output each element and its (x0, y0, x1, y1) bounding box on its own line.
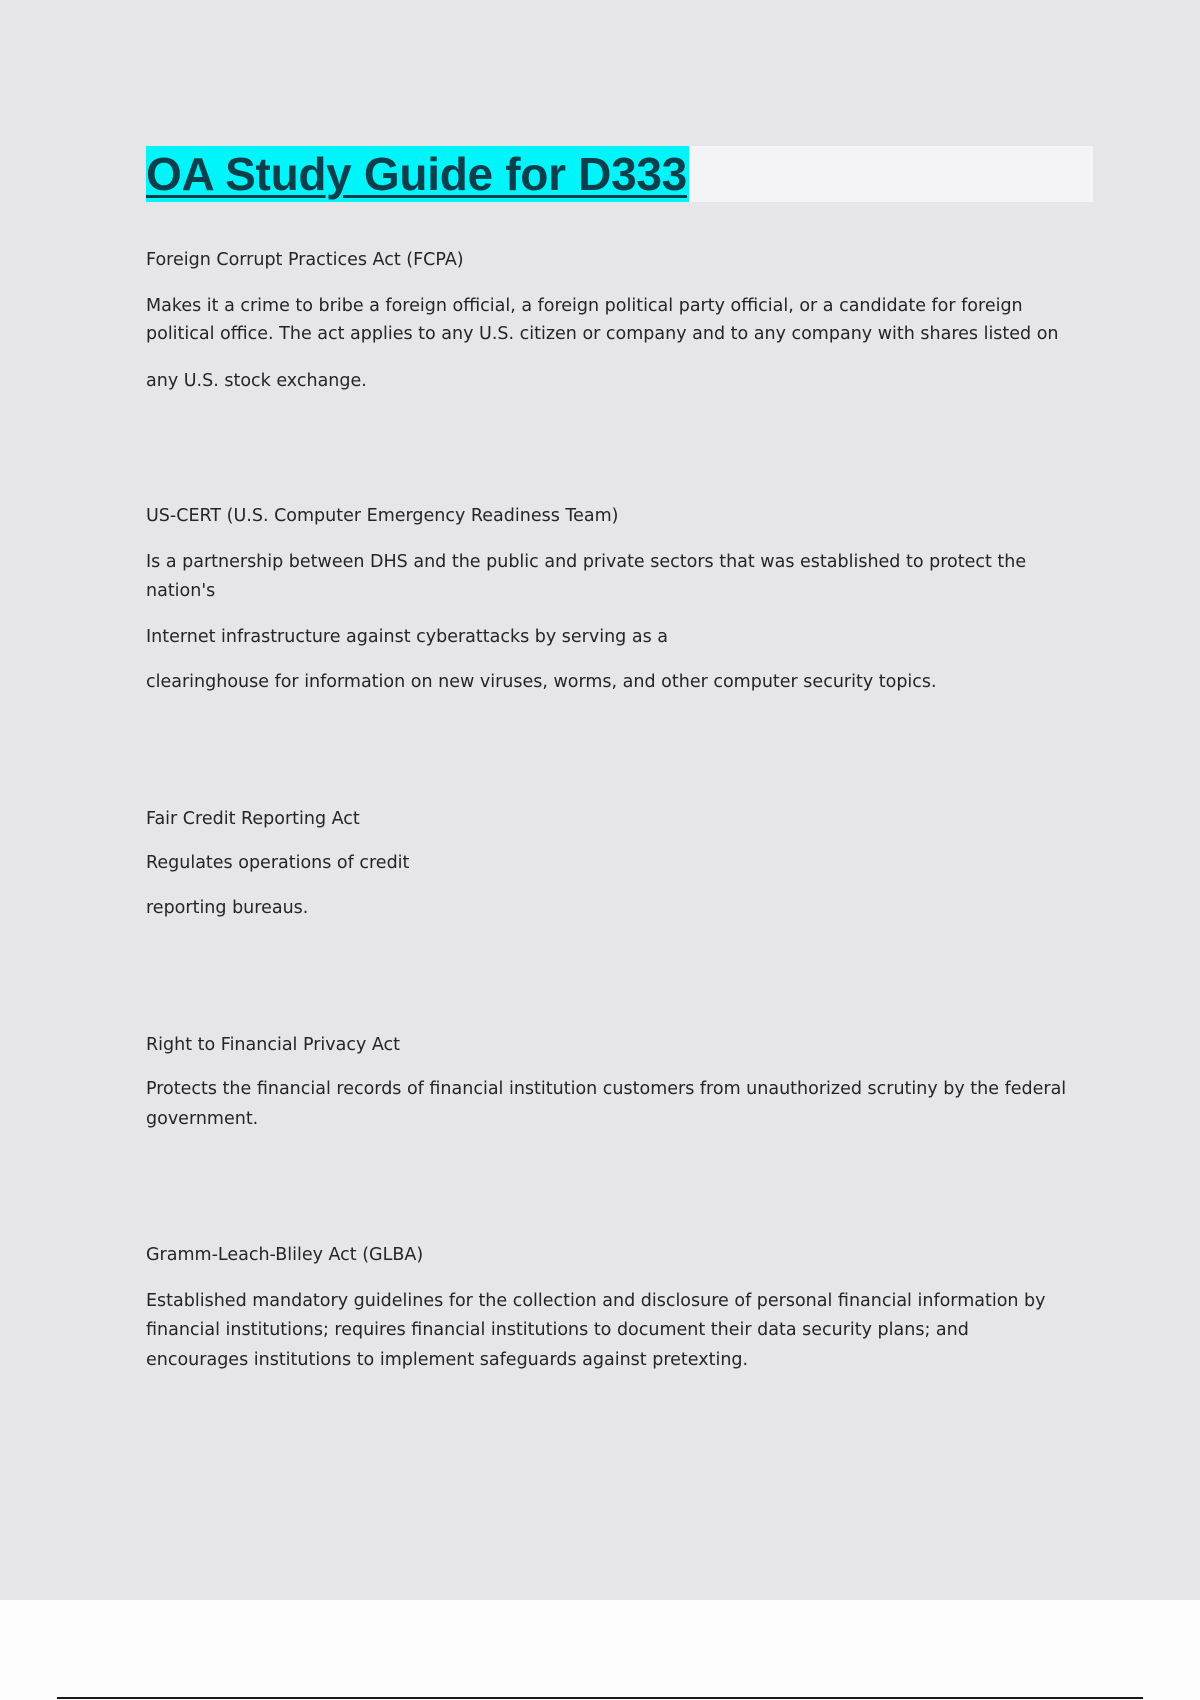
term-glba: Gramm-Leach-Bliley Act (GLBA) (146, 1245, 424, 1265)
definition-line: nation's (146, 581, 216, 601)
definition-line: Is a partnership between DHS and the public and private sectors that was established to protect the (146, 552, 1027, 572)
footer-divider (57, 1697, 1143, 1699)
definition-line: Internet infrastructure against cyberattacks by serving as a (146, 627, 668, 647)
definition-line: Protects the financial records of financial institution customers from unauthorized scrutiny by the federal (146, 1079, 1067, 1099)
definition-line: Regulates operations of credit (146, 853, 410, 873)
definition-line: Makes it a crime to bribe a foreign official, a foreign political party official, or a candidate for foreign (146, 296, 1023, 316)
document-title: OA Study Guide for D333 (146, 148, 687, 200)
definition-line: encourages institutions to implement safeguards against pretexting. (146, 1350, 749, 1370)
term-fcpa: Foreign Corrupt Practices Act (FCPA) (146, 250, 464, 270)
definition-line: political office. The act applies to any U.S. citizen or company and to any company with shares listed on (146, 324, 1059, 344)
page-footer (0, 1600, 1200, 1700)
definition-line: reporting bureaus. (146, 898, 309, 918)
definition-line: government. (146, 1109, 259, 1129)
definition-line: Established mandatory guidelines for the collection and disclosure of personal financial information by (146, 1291, 1046, 1311)
term-right-to-financial-privacy-act: Right to Financial Privacy Act (146, 1035, 401, 1055)
definition-line: clearinghouse for information on new viruses, worms, and other computer security topics. (146, 672, 937, 692)
term-fair-credit-reporting-act: Fair Credit Reporting Act (146, 809, 360, 829)
definition-line: any U.S. stock exchange. (146, 371, 367, 391)
definition-line: financial institutions; requires financial institutions to document their data security plans; and (146, 1320, 969, 1340)
term-us-cert: US-CERT (U.S. Computer Emergency Readiness Team) (146, 506, 619, 526)
